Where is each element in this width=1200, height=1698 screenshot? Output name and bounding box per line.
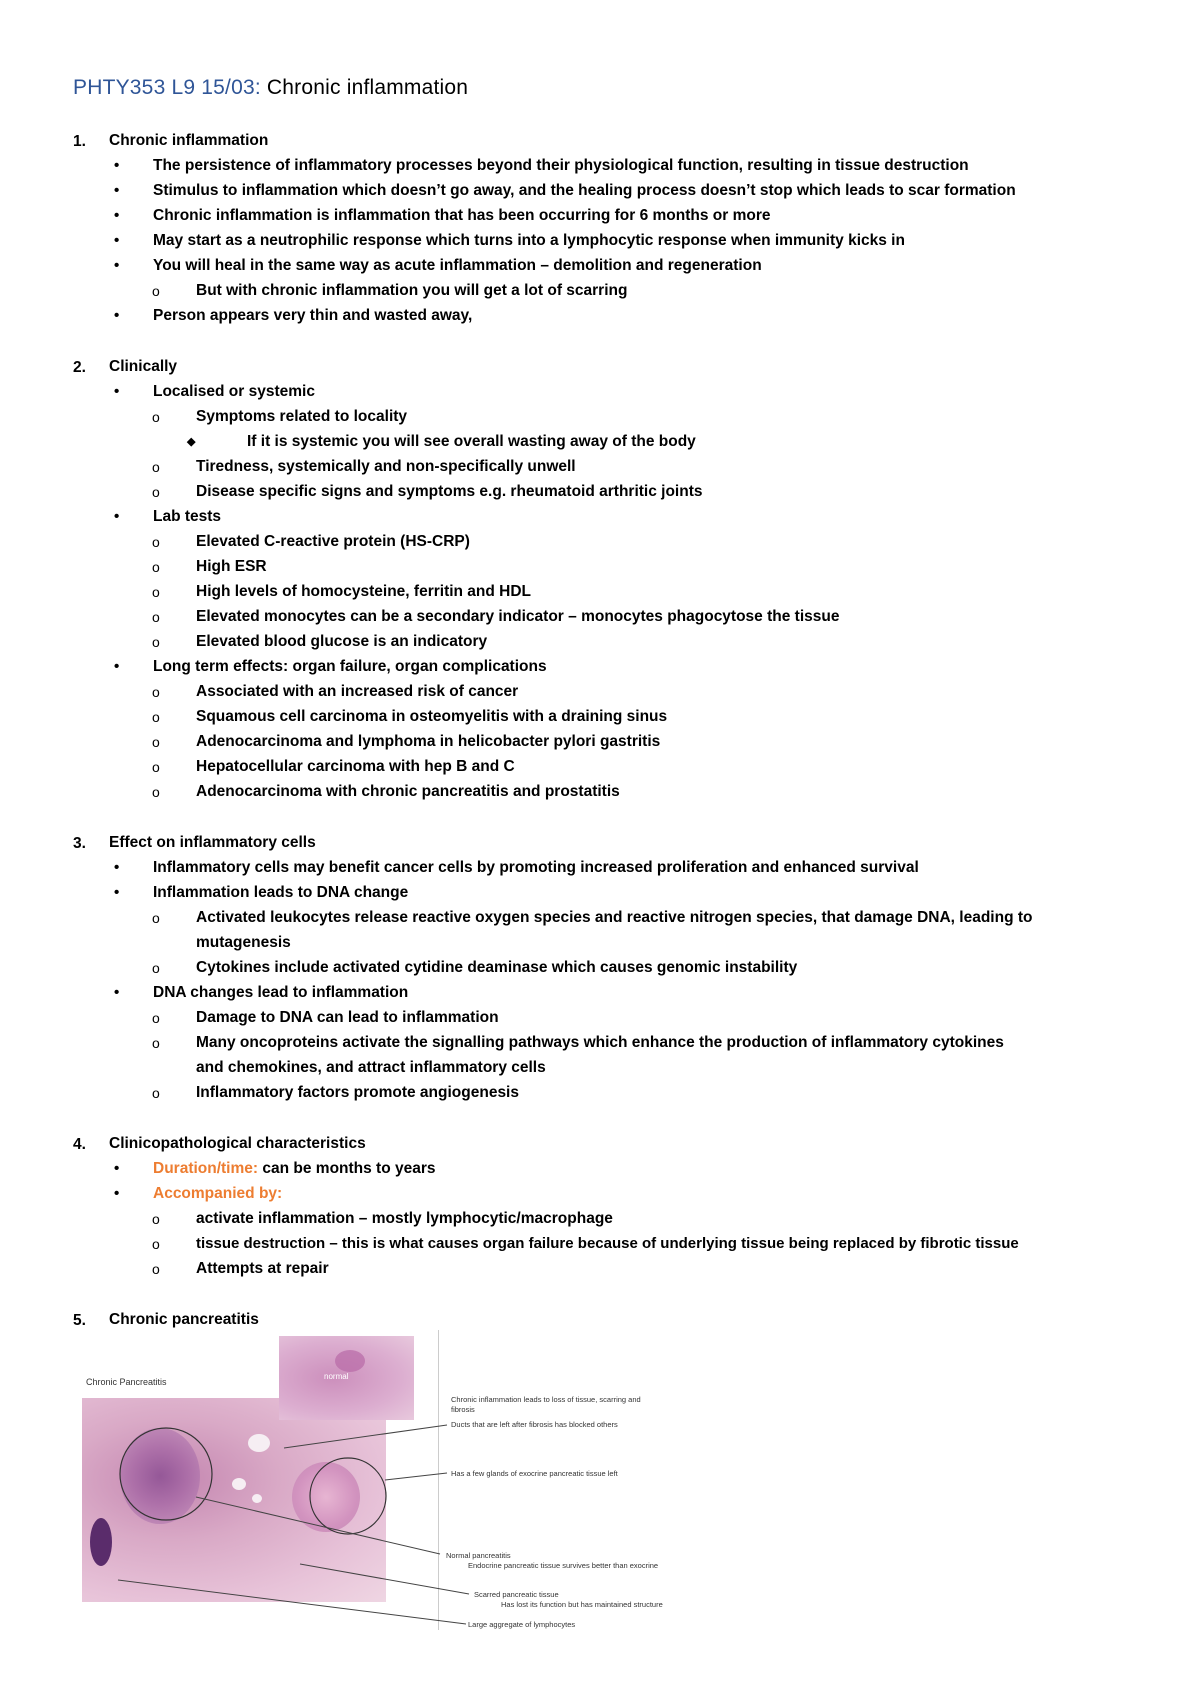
- circle-marker: o: [152, 910, 160, 926]
- list-item: Associated with an increased risk of cancer: [196, 683, 519, 700]
- list-item: Inflammation leads to DNA change: [153, 884, 409, 901]
- circle-marker: o: [152, 283, 160, 299]
- list-item: Adenocarcinoma with chronic pancreatitis and prostatitis: [196, 783, 620, 800]
- duration-label: Duration/time:: [153, 1160, 259, 1177]
- list-item: Squamous cell carcinoma in osteomyelitis with a draining sinus: [196, 708, 668, 725]
- circle-marker: o: [152, 1211, 160, 1227]
- list-item: Elevated blood glucose is an indicatory: [196, 633, 488, 650]
- list-item: Localised or systemic: [153, 383, 315, 400]
- circle-outline: [310, 1458, 386, 1534]
- circle-marker: o: [152, 759, 160, 775]
- list-item: activate inflammation – mostly lymphocytic/macrophage: [196, 1210, 613, 1227]
- list-item: Chronic inflammation is inflammation that has been occurring for 6 months or more: [153, 207, 771, 224]
- inset-label: normal: [324, 1372, 349, 1381]
- list-item: But with chronic inflammation you will get a lot of scarring: [196, 282, 628, 299]
- list-item: Lab tests: [153, 508, 222, 525]
- list-item: DNA changes lead to inflammation: [153, 984, 409, 1001]
- list-item-continuation: mutagenesis: [196, 934, 291, 951]
- bullet-marker: •: [114, 658, 120, 675]
- bullet-marker: •: [114, 307, 120, 324]
- section-number: 1.: [73, 133, 86, 150]
- annotation-text: Chronic inflammation leads to loss of tissue, scarring and fibrosis: [451, 1395, 641, 1414]
- section-number: 3.: [73, 835, 86, 852]
- section-heading: Effect on inflammatory cells: [109, 834, 316, 851]
- circle-marker: o: [152, 1261, 160, 1277]
- circle-outline: [120, 1428, 212, 1520]
- circle-marker: o: [152, 709, 160, 725]
- bullet-marker: •: [114, 157, 120, 174]
- accompanied-label: Accompanied by:: [153, 1185, 283, 1202]
- annotation-text: Normal pancreatitis: [446, 1551, 511, 1560]
- annotation-text: Large aggregate of lymphocytes: [468, 1620, 576, 1629]
- bullet-marker: •: [114, 859, 120, 876]
- circle-marker: o: [152, 459, 160, 475]
- list-item-continuation: and chemokines, and attract inflammatory cells: [196, 1059, 546, 1076]
- annotation-line: [300, 1564, 469, 1594]
- list-item: Elevated monocytes can be a secondary indicator – monocytes phagocytose the tissue: [196, 608, 840, 625]
- bullet-marker: •: [114, 1185, 120, 1202]
- section-number: 5.: [73, 1312, 86, 1329]
- figure-title: Chronic Pancreatitis: [86, 1377, 167, 1387]
- bullet-marker: •: [114, 207, 120, 224]
- section-number: 4.: [73, 1136, 86, 1153]
- list-item: tissue destruction – this is what causes organ failure because of underlying tissue being replaced by fibrotic tissue: [196, 1235, 1019, 1252]
- list-item: Disease specific signs and symptoms e.g. rheumatoid arthritic joints: [196, 483, 703, 500]
- diamond-marker: ◆: [187, 436, 196, 448]
- annotation-text: Endocrine pancreatic tissue survives better than exocrine: [468, 1561, 659, 1570]
- bullet-marker: •: [114, 1160, 120, 1177]
- list-item: Cytokines include activated cytidine deaminase which causes genomic instability: [196, 959, 798, 976]
- circle-marker: o: [152, 559, 160, 575]
- annotation-line: [385, 1473, 447, 1480]
- list-item: If it is systemic you will see overall wasting away of the body: [247, 433, 696, 450]
- bullet-marker: •: [114, 383, 120, 400]
- list-item: High levels of homocysteine, ferritin and HDL: [196, 583, 532, 600]
- list-item: May start as a neutrophilic response which turns into a lymphocytic response when immunity kicks in: [153, 232, 905, 249]
- annotation-text: Has lost its function but has maintained structure: [501, 1600, 663, 1609]
- circle-marker: o: [152, 784, 160, 800]
- list-item: Many oncoproteins activate the signalling pathways which enhance the production of inflammatory cytokines: [196, 1034, 1004, 1051]
- list-item: You will heal in the same way as acute inflammation – demolition and regeneration: [153, 257, 762, 274]
- circle-marker: o: [152, 734, 160, 750]
- annotation-line: [284, 1425, 447, 1448]
- circle-marker: o: [152, 409, 160, 425]
- bullet-marker: •: [114, 232, 120, 249]
- circle-marker: o: [152, 609, 160, 625]
- annotation-line: [118, 1580, 466, 1624]
- section-number: 2.: [73, 359, 86, 376]
- list-item: Activated leukocytes release reactive oxygen species and reactive nitrogen species, that damage DNA, leading to: [196, 909, 1033, 926]
- list-item: Inflammatory cells may benefit cancer cells by promoting increased proliferation and enhanced survival: [153, 859, 919, 876]
- annotation-line: [196, 1497, 440, 1554]
- bullet-marker: •: [114, 257, 120, 274]
- bullet-marker: •: [114, 984, 120, 1001]
- circle-marker: o: [152, 1010, 160, 1026]
- circle-marker: o: [152, 1035, 160, 1051]
- section-heading: Clinicopathological characteristics: [109, 1135, 366, 1152]
- list-item: Elevated C-reactive protein (HS-CRP): [196, 533, 470, 550]
- list-item: Symptoms related to locality: [196, 408, 408, 425]
- circle-marker: o: [152, 534, 160, 550]
- list-item: Hepatocellular carcinoma with hep B and C: [196, 758, 515, 775]
- list-item: The persistence of inflammatory processes beyond their physiological function, resulting in tissue destruction: [153, 157, 969, 174]
- title-code: PHTY353 L9 15/03:: [73, 76, 261, 99]
- duration-text: can be months to years: [262, 1160, 436, 1177]
- section-heading: Chronic inflammation: [109, 132, 269, 149]
- bullet-marker: •: [114, 508, 120, 525]
- bullet-marker: •: [114, 182, 120, 199]
- circle-marker: o: [152, 1236, 160, 1252]
- list-item: Adenocarcinoma and lymphoma in helicobacter pylori gastritis: [196, 733, 661, 750]
- title-text: Chronic inflammation: [266, 76, 469, 99]
- circle-marker: o: [152, 484, 160, 500]
- list-item: Long term effects: organ failure, organ complications: [153, 658, 547, 675]
- annotation-text: Ducts that are left after fibrosis has blocked others: [451, 1420, 618, 1429]
- section-heading: Clinically: [109, 358, 178, 375]
- list-item: Damage to DNA can lead to inflammation: [196, 1009, 499, 1026]
- annotation-text: Scarred pancreatic tissue: [474, 1590, 559, 1599]
- list-item: Attempts at repair: [196, 1260, 329, 1277]
- list-item: Tiredness, systemically and non-specifically unwell: [196, 458, 576, 475]
- list-item: Inflammatory factors promote angiogenesis: [196, 1084, 519, 1101]
- bullet-marker: •: [114, 884, 120, 901]
- section-heading: Chronic pancreatitis: [109, 1311, 259, 1328]
- list-item: Person appears very thin and wasted away,: [153, 307, 473, 324]
- annotation-text: Has a few glands of exocrine pancreatic tissue left: [451, 1469, 618, 1478]
- circle-marker: o: [152, 634, 160, 650]
- circle-marker: o: [152, 1085, 160, 1101]
- circle-marker: o: [152, 960, 160, 976]
- list-item: Stimulus to inflammation which doesn’t go away, and the healing process doesn’t stop which leads to scar formation: [153, 182, 1016, 199]
- circle-marker: o: [152, 584, 160, 600]
- circle-marker: o: [152, 684, 160, 700]
- list-item: High ESR: [196, 558, 267, 575]
